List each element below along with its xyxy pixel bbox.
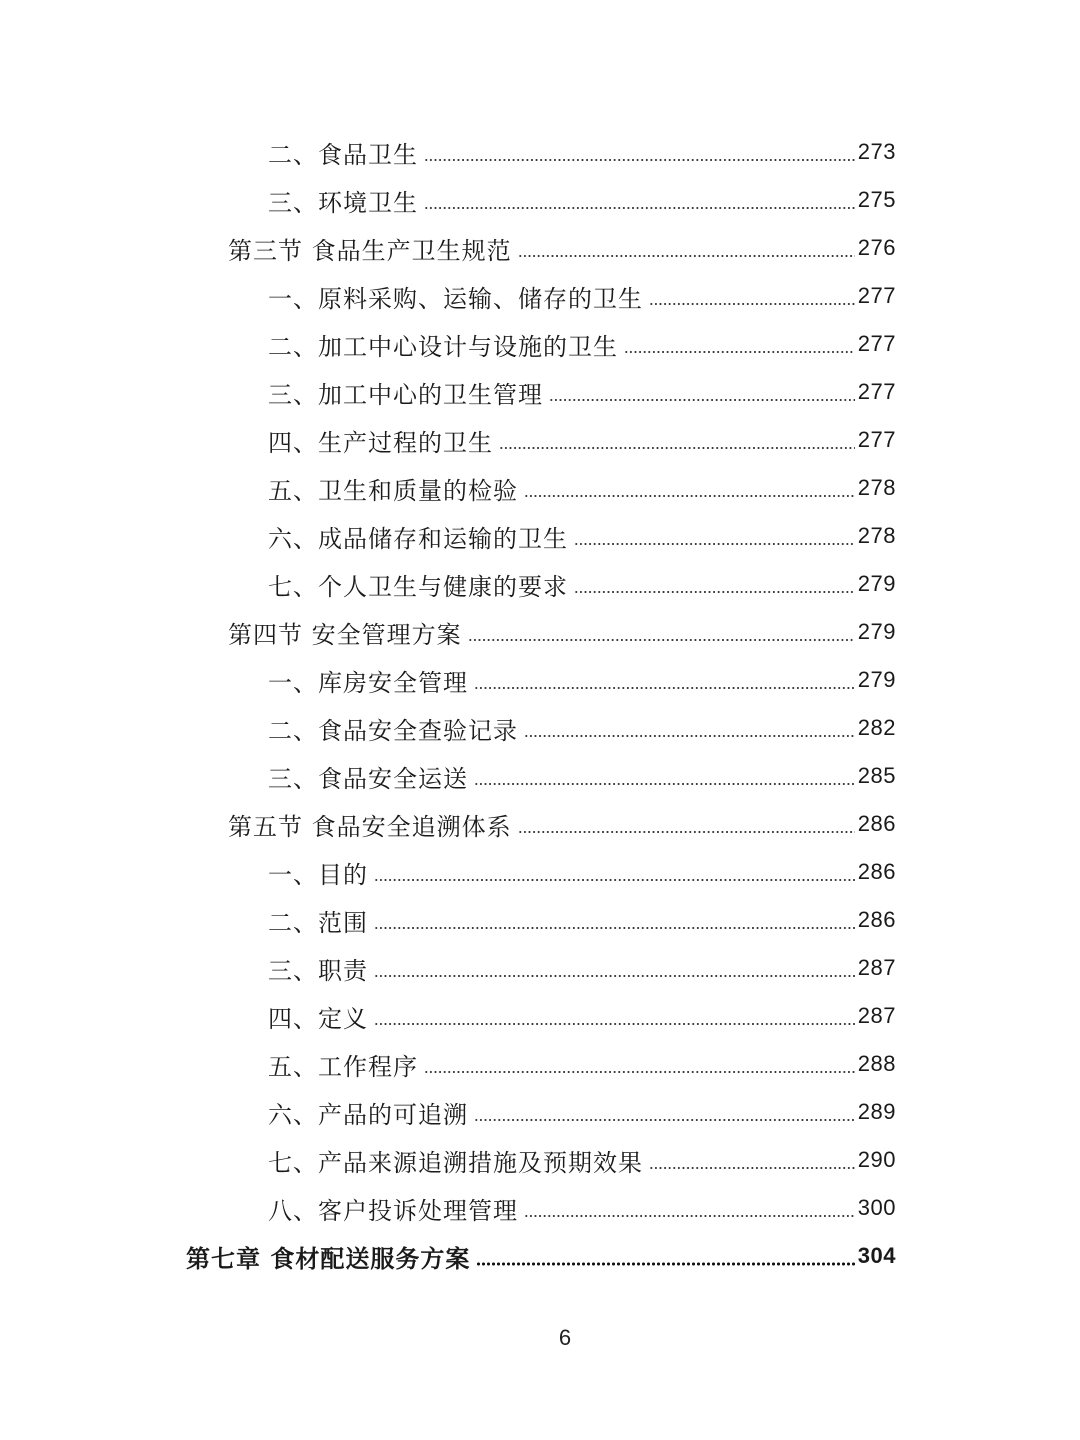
- toc-entry-title: 第三节 食品生产卫生规范: [228, 236, 512, 265]
- toc-entry-title: 六、产品的可追溯: [268, 1100, 468, 1129]
- toc-entry-page: 285: [857, 763, 896, 788]
- toc-entry-title: 七、个人卫生与健康的要求: [268, 572, 568, 601]
- toc-dot-leader: [374, 908, 855, 932]
- toc-entry-title: 二、范围: [268, 908, 368, 937]
- toc-entry-page: 278: [857, 523, 896, 548]
- toc-subsection-entry: [0, 752, 1080, 800]
- toc-entry-title: 三、食品安全运送: [268, 764, 468, 793]
- toc-subsection-entry: [0, 128, 1080, 176]
- toc-entry-page: 286: [857, 859, 896, 884]
- toc-entry-page: 277: [857, 331, 896, 356]
- page-number: 6: [558, 1325, 572, 1350]
- toc-entry-page: 278: [857, 475, 896, 500]
- toc-entry-page: 286: [857, 811, 896, 836]
- toc-entry-page: 277: [857, 283, 896, 308]
- toc-entry-title: 第四节 安全管理方案: [228, 620, 462, 649]
- toc-entry-title: 二、食品卫生: [268, 140, 418, 169]
- toc-entry-title: 五、工作程序: [268, 1052, 418, 1081]
- toc-entry-title: 二、食品安全查验记录: [268, 716, 518, 745]
- toc-dot-leader: [424, 1052, 855, 1076]
- toc-dot-leader: [424, 140, 855, 164]
- toc-subsection-entry: [0, 656, 1080, 704]
- toc-entry-page: 273: [857, 139, 896, 164]
- toc-entry-title: 五、卫生和质量的检验: [268, 476, 518, 505]
- toc-subsection-entry: [0, 560, 1080, 608]
- toc-entry-page: 287: [857, 955, 896, 980]
- toc-dot-leader: [574, 572, 855, 596]
- toc-dot-leader: [524, 1196, 855, 1220]
- toc-dot-leader: [499, 428, 855, 452]
- table-of-contents: [0, 128, 1080, 1280]
- toc-dot-leader: [574, 524, 855, 548]
- toc-entry-title: 二、加工中心设计与设施的卫生: [268, 332, 618, 361]
- toc-subsection-entry: [0, 704, 1080, 752]
- toc-dot-leader: [649, 284, 855, 308]
- toc-entry-title: 三、加工中心的卫生管理: [268, 380, 543, 409]
- toc-subsection-entry: [0, 368, 1080, 416]
- toc-dot-leader: [468, 620, 855, 644]
- toc-entry-title: 三、环境卫生: [268, 188, 418, 217]
- toc-subsection-entry: [0, 992, 1080, 1040]
- toc-dot-leader: [374, 1004, 855, 1028]
- toc-dot-leader: [374, 860, 855, 884]
- toc-dot-leader: [424, 188, 855, 212]
- toc-entry-page: 289: [857, 1099, 896, 1124]
- toc-entry-page: 277: [857, 379, 896, 404]
- toc-entry-title: 六、成品储存和运输的卫生: [268, 524, 568, 553]
- toc-entry-title: 四、定义: [268, 1004, 368, 1033]
- toc-entry-title: 八、客户投诉处理管理: [268, 1196, 518, 1225]
- toc-subsection-entry: [0, 416, 1080, 464]
- toc-entry-title: 三、职责: [268, 956, 368, 985]
- toc-subsection-entry: [0, 176, 1080, 224]
- toc-dot-leader: [524, 476, 855, 500]
- toc-entry-page: 282: [857, 715, 896, 740]
- toc-entry-page: 277: [857, 427, 896, 452]
- toc-subsection-entry: [0, 512, 1080, 560]
- toc-entry-title: 第七章 食材配送服务方案: [186, 1243, 471, 1273]
- toc-dot-leader: [649, 1148, 855, 1172]
- toc-subsection-entry: [0, 1184, 1080, 1232]
- toc-chapter-entry: [0, 1232, 1080, 1280]
- toc-dot-leader: [374, 956, 855, 980]
- toc-entry-page: 286: [857, 907, 896, 932]
- toc-entry-page: 275: [857, 187, 896, 212]
- toc-dot-leader: [474, 668, 855, 692]
- toc-entry-title: 第五节 食品安全追溯体系: [228, 812, 512, 841]
- toc-entry-title: 一、库房安全管理: [268, 668, 468, 697]
- toc-dot-leader: [549, 380, 855, 404]
- toc-subsection-entry: [0, 1088, 1080, 1136]
- toc-dot-leader: [518, 236, 855, 260]
- toc-entry-page: 279: [857, 619, 896, 644]
- toc-subsection-entry: [0, 848, 1080, 896]
- toc-entry-page: 304: [857, 1243, 896, 1268]
- toc-subsection-entry: [0, 896, 1080, 944]
- toc-entry-title: 一、目的: [268, 860, 368, 889]
- toc-entry-title: 四、生产过程的卫生: [268, 428, 493, 457]
- toc-entry-page: 276: [857, 235, 896, 260]
- toc-entry-title: 七、产品来源追溯措施及预期效果: [268, 1148, 643, 1177]
- toc-dot-leader: [474, 764, 855, 788]
- toc-dot-leader: [518, 812, 855, 836]
- toc-subsection-entry: [0, 272, 1080, 320]
- toc-entry-page: 287: [857, 1003, 896, 1028]
- toc-dot-leader: [524, 716, 855, 740]
- toc-section-entry: [0, 608, 1080, 656]
- toc-entry-page: 279: [857, 667, 896, 692]
- toc-subsection-entry: [0, 1136, 1080, 1184]
- toc-dot-leader: [624, 332, 855, 356]
- toc-section-entry: [0, 224, 1080, 272]
- toc-entry-page: 300: [857, 1195, 896, 1220]
- toc-subsection-entry: [0, 464, 1080, 512]
- toc-section-entry: [0, 800, 1080, 848]
- toc-subsection-entry: [0, 320, 1080, 368]
- toc-dot-leader: [476, 1244, 854, 1268]
- toc-subsection-entry: [0, 1040, 1080, 1088]
- toc-entry-page: 288: [857, 1051, 896, 1076]
- toc-dot-leader: [474, 1100, 855, 1124]
- toc-subsection-entry: [0, 944, 1080, 992]
- toc-entry-page: 290: [857, 1147, 896, 1172]
- toc-entry-page: 279: [857, 571, 896, 596]
- toc-entry-title: 一、原料采购、运输、储存的卫生: [268, 284, 643, 313]
